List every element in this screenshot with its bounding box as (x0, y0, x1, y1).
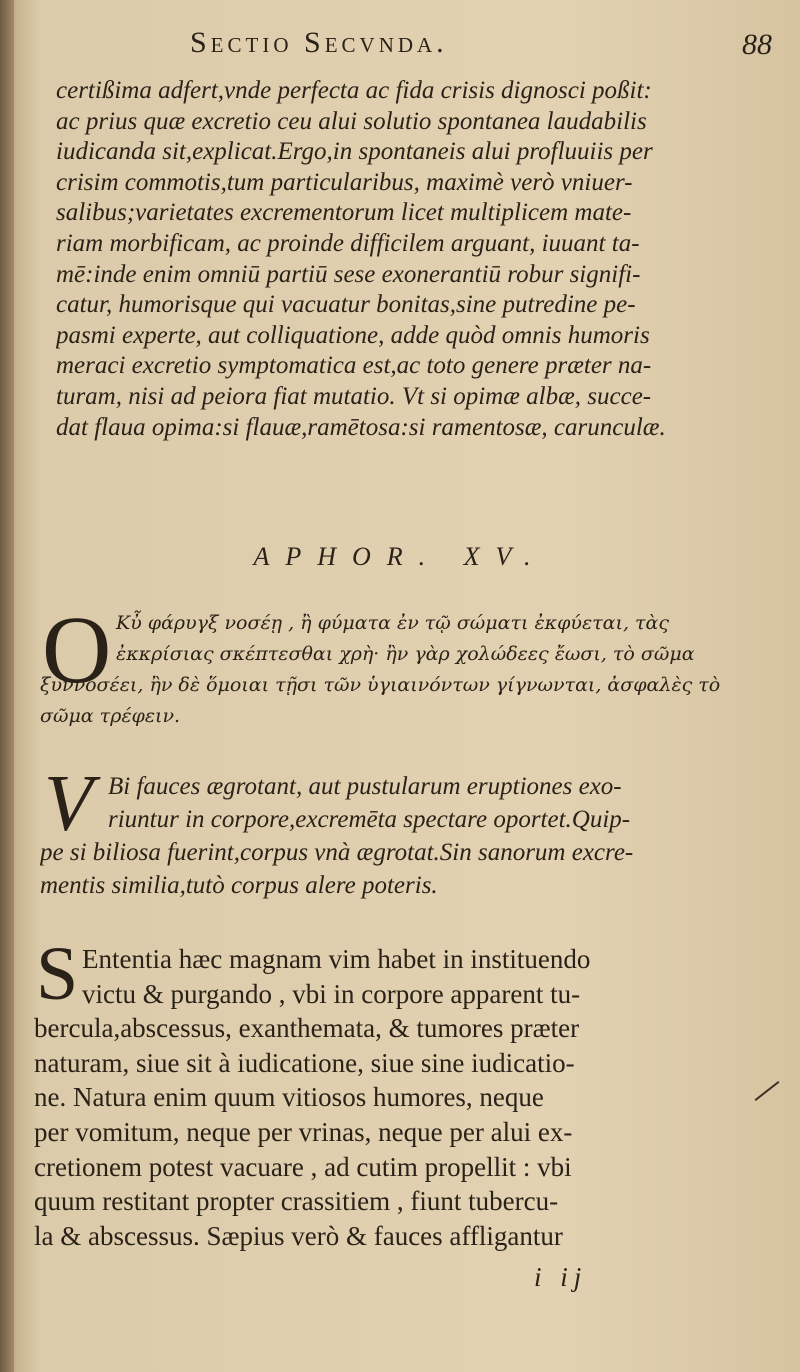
commentary-line: quum restitant propter crassitiem , fiunt tubercu- (34, 1186, 559, 1217)
commentary-drop-cap: S (36, 932, 79, 1016)
page-header (0, 22, 800, 66)
greek-line: Κὖ φάρυγξ νοσέῃ , ἢ φύματα ἐν τῷ σώματι ἐκφύεται, τὰς (116, 612, 670, 634)
text-line: turam, nisi ad peiora fiat mutatio. Vt si opimæ albæ, succe- (56, 382, 652, 410)
text-line: crisim commotis,tum particularibus, maximè verò vniuer- (56, 168, 633, 196)
text-line: iudicanda sit,explicat.Ergo,in spontaneis alui profluuiis per (56, 138, 653, 166)
commentary-line: cretionem potest vacuare , ad cutim propellit : vbi (34, 1151, 572, 1182)
page-number: 88 (742, 28, 772, 61)
text-line: pasmi experte, aut colliquatione, adde quòd omnis humoris (56, 321, 650, 349)
latin-line: pe si biliosa fuerint,corpus vnà ægrotat.Sin sanorum excre- (40, 839, 634, 866)
text-line: certißima adfert,vnde perfecta ac fida crisis dignosci poßit: (56, 77, 652, 104)
commentary-line: per vomitum, neque per vrinas, neque per alui ex- (34, 1116, 573, 1147)
commentary-line: bercula,abscessus, exanthemata, & tumores præter (34, 1013, 580, 1044)
text-line: riam morbificam, ac proinde difficilem arguant, iuuant ta- (56, 229, 640, 257)
aphorism-heading: APHOR. XV. (253, 542, 547, 571)
greek-line: ἐκκρίσιας σκέπτεσθαι χρὴ· ἢν γὰρ χολώδεες ἔωσι, τὸ σῶμα (116, 643, 695, 665)
signature-mark: i ij (534, 1262, 588, 1292)
commentary-line: Ententia hæc magnam vim habet in instituendo (82, 944, 591, 974)
latin-line: riuntur in corpore,excremēta spectare oportet.Quip- (108, 806, 631, 833)
text-line: ac prius quæ excretio ceu alui solutio spontanea laudabilis (56, 107, 647, 135)
text-line: catur, humorisque qui vacuatur bonitas,sine putredine pe- (56, 291, 636, 319)
text-line: meraci excretio symptomatica est,ac toto genere præter na- (56, 352, 652, 380)
page-gutter-shadow (0, 0, 14, 1372)
commentary-line: victu & purgando , vbi in corpore apparent tu- (82, 978, 581, 1009)
commentary-line: ne. Natura enim quum vitiosos humores, neque (34, 1082, 544, 1113)
running-head: Sectio Secvnda. (190, 26, 448, 59)
greek-line: ξυννοσέει, ἢν δὲ ὅμοιαι τῇσι τῶν ὑγιαινόντων γίγνωνται, ἀσφαλὲς τὸ (40, 674, 721, 696)
commentary-line: naturam, siue sit à iudicatione, siue sine iudicatio- (34, 1047, 575, 1078)
commentary-line: la & abscessus. Sæpius verò & fauces affligantur (34, 1220, 563, 1251)
greek-drop-cap: O (42, 596, 112, 703)
text-line: salibus;varietates excrementorum licet multiplicem mate- (56, 199, 632, 227)
latin-line: Bi fauces ægrotant, aut pustularum eruptiones exo- (108, 773, 622, 800)
continued-commentary (56, 76, 768, 443)
greek-line: σῶμα τρέφειν. (40, 705, 181, 727)
latin-line: mentis similia,tutò corpus alere poteris. (40, 872, 438, 899)
latin-aphorism (40, 770, 770, 902)
text-line: mē:inde enim omniū partiū sese exonerantiū robur signifi- (56, 260, 641, 288)
text-line: dat flaua opima:si flauæ,ramētosa:si ramentosæ, carunculæ. (56, 413, 666, 441)
commentary-text (34, 942, 774, 1253)
greek-aphorism (40, 608, 770, 732)
latin-drop-cap: V (44, 760, 93, 848)
